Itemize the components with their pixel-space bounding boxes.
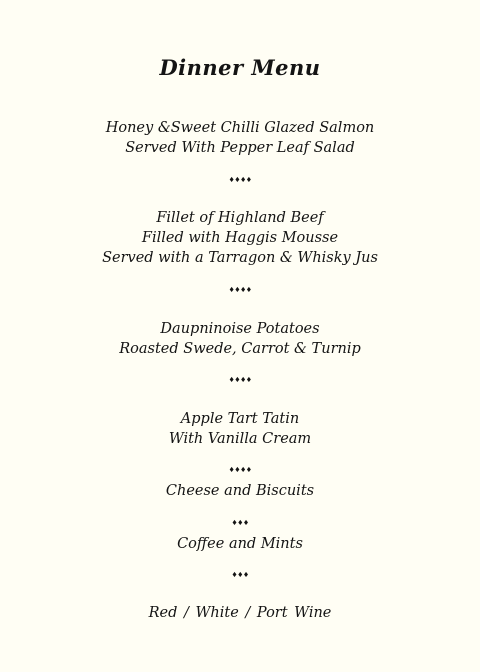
menu-line: Apple Tart Tatin xyxy=(180,411,300,427)
menu-line: Filled with Haggis Mousse xyxy=(141,230,339,246)
menu-line: Honey &Sweet Chilli Glazed Salmon xyxy=(105,120,375,136)
separator-ornament: ♦♦♦♦ xyxy=(228,376,252,384)
separator-ornament: ♦♦♦ xyxy=(231,571,249,579)
menu-line: Daupninoise Potatoes xyxy=(160,321,320,337)
menu-line: Served with a Tarragon & Whisky Jus xyxy=(102,250,378,266)
separator-ornament: ♦♦♦♦ xyxy=(228,176,252,184)
separator-ornament: ♦♦♦ xyxy=(231,519,249,527)
menu-title: Dinner Menu xyxy=(159,55,321,80)
menu-line: Coffee and Mints xyxy=(177,536,303,552)
wine-line: Red / White / Port Wine xyxy=(148,605,332,621)
separator-ornament: ♦♦♦♦ xyxy=(228,286,252,294)
menu-line: Fillet of Highland Beef xyxy=(156,210,324,226)
menu-line: Roasted Swede, Carrot & Turnip xyxy=(119,341,361,357)
separator-ornament: ♦♦♦♦ xyxy=(228,466,252,474)
menu-line: Served With Pepper Leaf Salad xyxy=(125,140,355,156)
menu-line: Cheese and Biscuits xyxy=(165,483,315,499)
menu-line: With Vanilla Cream xyxy=(168,431,312,447)
